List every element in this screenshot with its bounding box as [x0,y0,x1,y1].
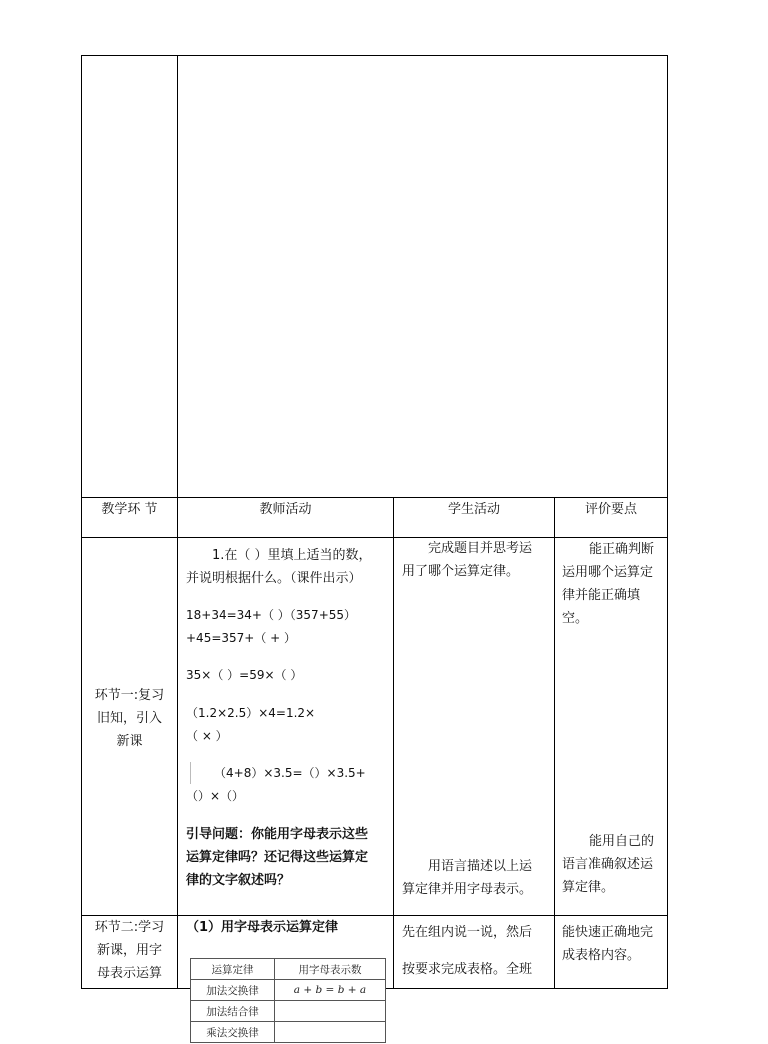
equation4-line2: （）×（） [186,789,245,803]
equation2: 35×（ ）=59×（ ） [186,668,303,682]
eval1-line3: 律并能正确填 [562,588,641,603]
stage2-name-line2: 新课，用字 [96,943,162,958]
student2-line2: 算定律并用字母表示。 [402,882,533,897]
stage1-name-line1: 环节一:复习 [94,688,165,703]
law-table-row [191,1001,386,1022]
table-right-border [667,55,668,989]
law-name-cell: 加法结合律 [191,1001,275,1022]
eval2-line3: 算定律。 [562,880,615,895]
student1-line1: 完成题目并思考运 [428,541,533,556]
law-formula-cell [274,1022,385,1043]
eval1-line2: 运用哪个运算定 [562,565,654,580]
table-bottom-border-left [81,988,190,989]
col1-divider [177,55,178,989]
bracket-mark [190,762,191,784]
header-row-bottom-border [81,537,668,538]
stage2-eval-line2: 成表格内容。 [562,948,641,963]
stage2-name-line3: 母表示运算 [96,966,162,981]
law-table-header-letters: 用字母表示数 [274,959,385,980]
equation1-line1: 18+34=34+（ ）（357+55） [186,608,357,622]
table-bottom-border-right [386,988,668,989]
law-formula-cell: a + b = b + a [274,980,385,1001]
header-teacher-activity: 教师活动 [259,502,312,517]
header-stage: 教学环 节 [101,502,158,517]
col3-divider [554,497,555,989]
stage2-student-line1: 先在组内说一说，然后 [402,925,533,940]
eval2-line1: 能用自己的 [589,834,655,849]
teacher-intro-line1: 1.在（ ）里填上适当的数， [212,548,372,563]
teacher-intro-line2: 并说明根据什么。（课件出示） [186,571,362,586]
student2-line1: 用语言描述以上运 [428,859,533,874]
law-name-cell: 乘法交换律 [191,1022,275,1043]
stage1-name-line2: 旧知，引入 [96,711,162,726]
header-student-activity: 学生活动 [447,502,500,517]
guide-question-line2: 运算定律吗？还记得这些运算定 [186,850,369,865]
law-table-row [191,1022,386,1043]
table-left-border [81,55,82,989]
eval1-line1: 能正确判断 [589,542,655,557]
equation3-line2: （ × ） [186,729,228,743]
law-table-row [191,980,386,1001]
equation1-line2: +45=357+（ + ） [186,631,297,645]
equation4-line1: （4+8）×3.5=（）×3.5+ [214,766,366,780]
guide-question-line1: 引导问题：你能用字母表示这些 [186,827,369,842]
stage2-eval-line1: 能快速正确地完 [562,925,654,940]
stage2-student-line2: 按要求完成表格。全班 [402,962,533,977]
equation3-line1: （1.2×2.5）×4=1.2× [186,706,316,720]
student1-line2: 用了哪个运算定律。 [402,564,520,579]
stage1-name-line3: 新课 [116,734,143,749]
law-table-header-law: 运算定律 [191,959,275,980]
eval1-line4: 空。 [562,611,589,626]
col2-divider [393,497,394,989]
table-top-border [81,55,668,56]
guide-question-line3: 律的文字叙述吗？ [186,873,291,888]
law-formula-cell [274,1001,385,1022]
law-table-header-row [191,959,386,980]
stage2-teacher-heading: （1）用字母表示运算定律 [186,920,339,935]
stage2-name-line1: 环节二:学习 [94,920,165,935]
eval2-line2: 语言准确叙述运 [562,857,654,872]
operation-law-table [190,958,386,1043]
law-name-cell: 加法交换律 [191,980,275,1001]
header-evaluation: 评价要点 [584,502,637,517]
